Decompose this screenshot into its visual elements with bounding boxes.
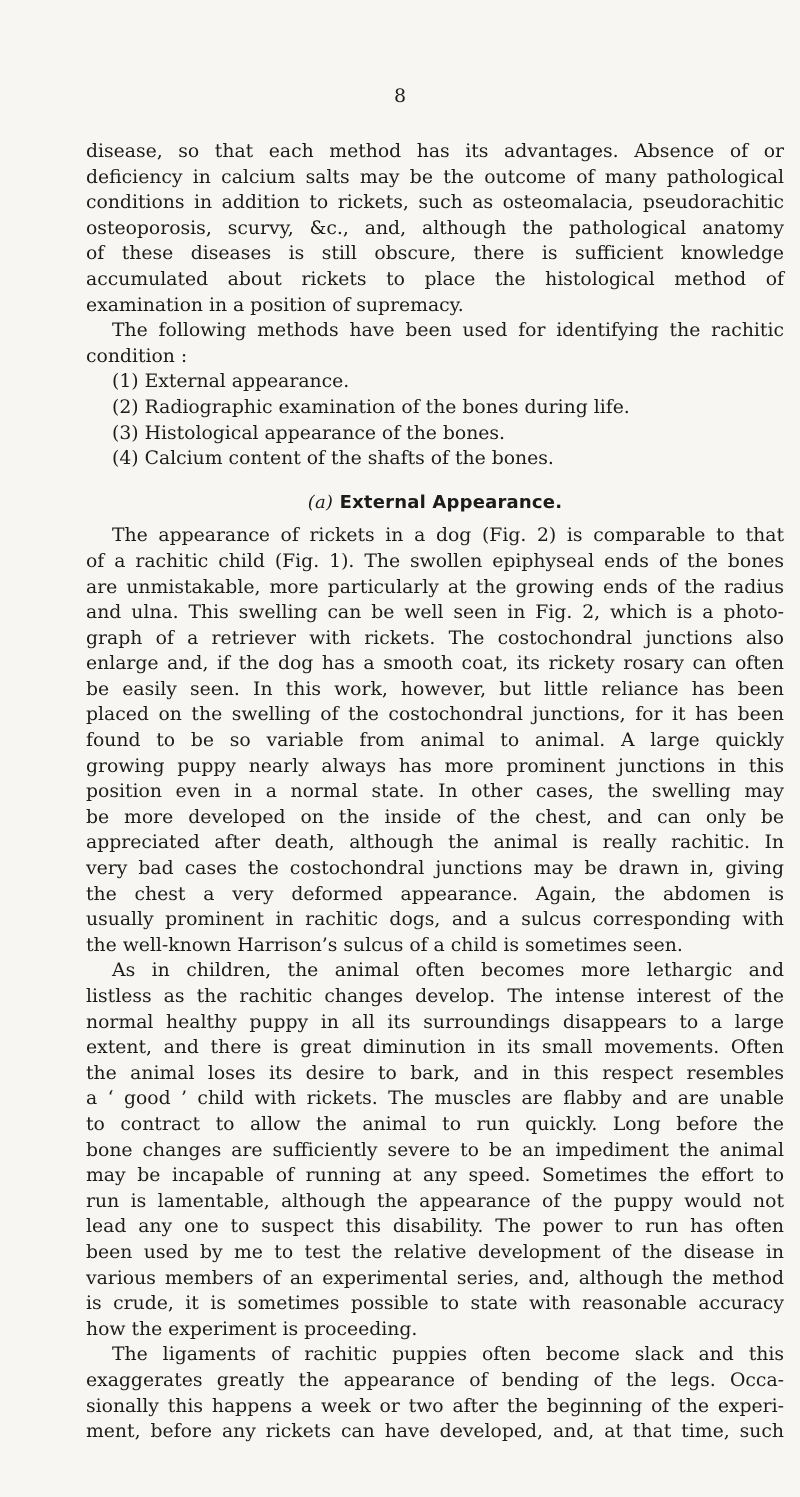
text-line: enlarge and, if the dog has a smooth coat, its rickety rosary can often [86,653,784,675]
paragraph-ligaments [86,1342,784,1444]
text-line: found to be so variable from animal to animal. A large quickly [86,730,784,752]
text-line: examination in a position of supremacy. [86,294,464,316]
text-line: The following methods have been used for identifying the rachitic [112,320,784,342]
text-line: listless as the rachitic changes develop. The intense interest of the [86,986,784,1007]
text-line: appreciated after death, although the animal is really rachitic. In [86,832,784,854]
text-line: been used by me to test the relative development of the disease in [86,1241,784,1263]
methods-paragraph [86,318,784,369]
list-item: (4) Calcium content of the shafts of the bones. [112,448,554,470]
text-line: disease, so that each method has its advantages. Absence of or [86,141,784,162]
section-title: External Appearance. [339,491,563,513]
text-line: be easily seen. In this work, however, but little reliance has been [86,678,784,700]
list-item: (3) Histological appearance of the bones. [112,422,506,444]
page-number: 8 [393,85,407,107]
paragraph-external-appearance [86,523,784,958]
text-line: of a rachitic child (Fig. 1). The swollen epiphyseal ends of the bones [86,550,784,572]
intro-paragraph [86,139,784,318]
section-marker: (a) [307,491,334,513]
text-line: to contract to allow the animal to run quickly. Long before the [86,1113,784,1135]
methods-list [86,369,784,471]
text-line: are unmistakable, more particularly at the growing ends of the radius [86,576,784,598]
text-line: The appearance of rickets in a dog (Fig. 2) is comparable to that [112,525,784,547]
text-line: bone changes are sufficiently severe to be an impediment the animal [86,1139,784,1161]
text-line: growing puppy nearly always has more prominent junctions in this [86,755,784,777]
text-line: extent, and there is great diminution in its small movements. Often [86,1037,784,1059]
section-heading [86,490,784,516]
text-line: As in children, the animal often becomes more lethargic and [112,960,784,982]
text-line: and ulna. This swelling can be well seen in Fig. 2, which is a photo- [86,602,784,624]
text-line: lead any one to suspect this disability. The power to run has often [86,1216,784,1238]
text-line: various members of an experimental series, and, although the method [86,1267,784,1289]
text-line: ment, before any rickets can have developed, and, at that time, such [86,1421,784,1443]
text-line: usually prominent in rachitic dogs, and a sulcus corresponding with [86,909,784,931]
body-text [86,139,784,1445]
text-line: very bad cases the costochondral junctions may be drawn in, giving [86,858,784,880]
text-line: exaggerates greatly the appearance of bending of the legs. Occa- [86,1369,784,1391]
text-line: the animal loses its desire to bark, and in this respect resembles [86,1062,784,1084]
text-line: placed on the swelling of the costochondral junctions, for it has been [86,704,784,726]
text-line: a ‘ good ’ child with rickets. The muscles are flabby and are unable [86,1088,784,1110]
text-line: graph of a retriever with rickets. The costochondral junctions also [86,627,784,649]
text-line: be more developed on the inside of the chest, and can only be [86,806,784,828]
text-line: the well-known Harrison’s sulcus of a child is sometimes seen. [86,934,683,956]
text-line: may be incapable of running at any speed. Sometimes the effort to [86,1165,784,1187]
text-line: position even in a normal state. In other cases, the swelling may [86,781,784,803]
text-line: run is lamentable, although the appearance of the puppy would not [86,1190,784,1212]
text-line: osteoporosis, scurvy, &c., and, although the pathological anatomy [86,217,784,239]
text-line: conditions in addition to rickets, such as osteomalacia, pseudorachitic [86,192,784,214]
text-line: deficiency in calcium salts may be the outcome of many pathological [86,166,784,188]
text-line: is crude, it is sometimes possible to state with reasonable accuracy [86,1293,784,1315]
text-line: of these diseases is still obscure, there is sufficient knowledge [86,243,784,265]
text-line: normal healthy puppy in all its surroundings disappears to a large [86,1011,784,1033]
text-line: the chest a very deformed appearance. Again, the abdomen is [86,883,784,905]
text-line: sionally this happens a week or two after the beginning of the experi- [86,1395,784,1417]
text-line: condition : [86,345,188,367]
paragraph-lethargy [86,958,784,1342]
text-line: accumulated about rickets to place the histological method of [86,268,784,290]
text-line: how the experiment is proceeding. [86,1318,418,1340]
list-item: (2) Radiographic examination of the bones during life. [112,396,630,418]
list-item: (1) External appearance. [112,371,350,393]
text-line: The ligaments of rachitic puppies often become slack and this [112,1344,784,1366]
